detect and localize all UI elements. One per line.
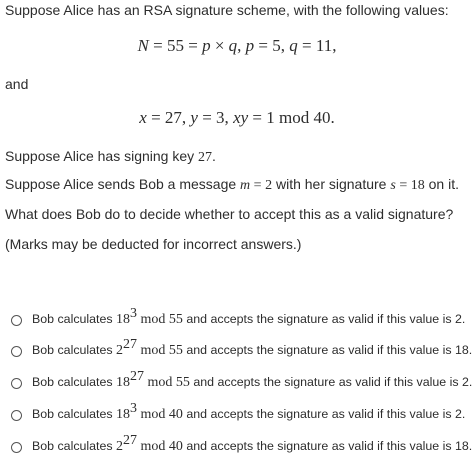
signing-key-text: Suppose Alice has signing key 27. xyxy=(5,148,216,165)
marks-note: (Marks may be deducted for incorrect answers.) xyxy=(5,236,302,252)
answer-option[interactable] xyxy=(11,369,473,391)
and-text: and xyxy=(5,76,29,92)
radio-button[interactable] xyxy=(11,378,22,389)
answer-option[interactable] xyxy=(11,337,473,359)
question-intro: Suppose Alice has an RSA signature scheme, with the following values: xyxy=(5,2,449,18)
option-label[interactable]: Bob calculates $2^{27}$ mod 55 and accepts the signature as valid if this value is 18. xyxy=(32,337,473,358)
radio-button[interactable] xyxy=(11,442,22,453)
radio-button[interactable] xyxy=(11,346,22,357)
option-label[interactable]: Bob calculates $18^{27}$ mod 55 and accepts the signature as valid if this value is 2. xyxy=(32,369,473,390)
equation-n: N = 55 = p × q, p = 5, q = 11, xyxy=(137,36,337,55)
option-label[interactable]: Bob calculates $18^3$ mod 40 and accepts the signature as valid if this value is 2. xyxy=(32,401,466,422)
radio-button[interactable] xyxy=(11,410,22,421)
answer-option[interactable] xyxy=(11,401,466,423)
message-text: Suppose Alice sends Bob a message m = 2 with her signature s = 18 on it. xyxy=(5,176,459,193)
answer-option[interactable] xyxy=(11,433,473,455)
equation-keys: x = 27, y = 3, xy = 1 mod 40. xyxy=(139,108,335,127)
answer-option[interactable] xyxy=(11,306,466,328)
option-label[interactable]: Bob calculates $18^3$ mod 55 and accepts the signature as valid if this value is 2. xyxy=(32,306,466,327)
question-prompt: What does Bob do to decide whether to accept this as a valid signature? xyxy=(5,206,454,222)
radio-button[interactable] xyxy=(11,315,22,326)
option-label[interactable]: Bob calculates $2^{27}$ mod 40 and accepts the signature as valid if this value is 18. xyxy=(32,433,473,454)
